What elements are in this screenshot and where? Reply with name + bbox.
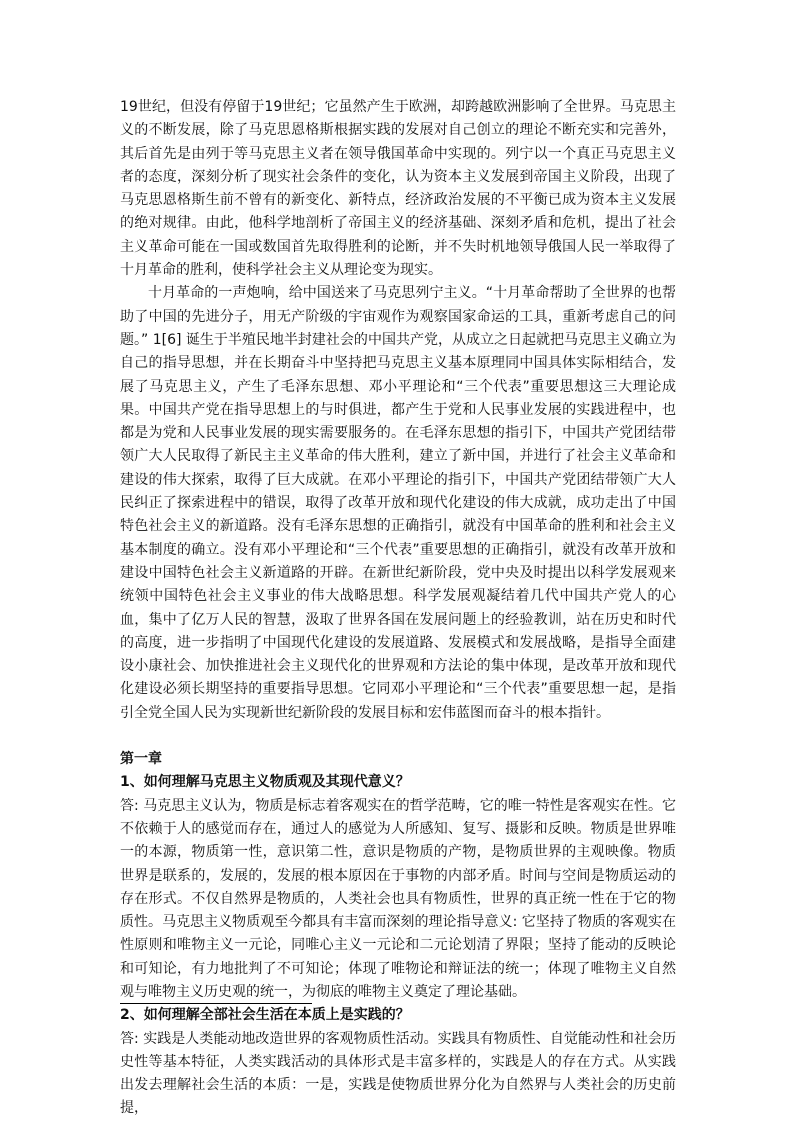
document-page [120, 96, 676, 1121]
question-2-heading: 2、如何理解全部社会生活在本质上是实践的？ [120, 1007, 410, 1024]
section-spacer [120, 725, 676, 748]
intro-paragraph-1: 19世纪，但没有停留于19世纪；它虽然产生于欧洲，却跨越欧洲影响了全世界。马克思主义的不断发展，除了马克思恩格斯根据实践的发展对自己创立的理论不断充实和完善外，其后首先是由列于等马克思主义者在领导俄国革命中实现的。列宁以一个真正马克思主义者的态度，深刻分析了现实社会条件的变化，认为资本主义发展到帝国主义阶段，出现了马克思恩格斯生前不曾有的新变化、新特点，经济政治发展的不平衡已成为资本主义发展的绝对规律。由此，他科学地剖析了帝国主义的经济基础、深刻矛盾和危机，提出了社会主义革命可能在一国或数国首先取得胜利的论断，并不失时机地领导俄国人民一举取得了十月革命的胜利，使科学社会主义从理论变为现实。 [120, 99, 676, 279]
chapter-title: 第一章 [120, 751, 162, 768]
intro-paragraph-2: 十月革命的一声炮响，给中国送来了马克思列宁主义。“十月革命帮助了全世界的也帮助了中国的先进分子，用无产阶级的宇宙观作为观察国家命运的工具，重新考虑自己的问题。” 1[6] 诞生于半殖民地半封建社会的中国共产党，从成立之日起就把马克思主义确立为自己的指导思想，并在长期奋斗中坚持把马克思主义基本原理同中国具体实际相结合，发展了马克思主义，产生了毛泽东思想、邓小平理论和“三个代表”重要思想这三大理论成果。中国共产党在指导思想上的与时俱进，都产生于党和人民事业发展的实践进程中，也都是为党和人民事业发展的现实需要服务的。在毛泽东思想的指引下，中国共产党团结带领广大人民取得了新民主主义革命的伟大胜利，建立了新中国，并进行了社会主义革命和建设的伟大探索，取得了巨大成就。在邓小平理论的指引下，中国共产党团结带领广大人民纠正了探索进程中的错误，取得了改革开放和现代化建设的伟大成就，成功走出了中国特色社会主义的新道路。没有毛泽东思想的正确指引，就没有中国革命的胜利和社会主义基本制度的确立。没有邓小平理论和“三个代表”重要思想的正确指引，就没有改革开放和建设中国特色社会主义新道路的开辟。在新世纪新阶段，党中央及时提出以科学发展观来统领中国特色社会主义事业的伟大战略思想。科学发展观凝结着几代中国共产党人的心血，集中了亿万人民的智慧，汲取了世界各国在发展问题上的经验教训，站在历史和时代的高度，进一步指明了中国现代化建设的发展道路、发展模式和发展战略，是指导全面建设小康社会、加快推进社会主义现代化的世界观和方法论的集中体现，是改革开放和现代化建设必须长期坚持的重要指导思想。它同邓小平理论和“三个代表”重要思想一起，是指引全党全国人民为实现新世纪新阶段的发展目标和宏伟蓝图而奋斗的根本指针。 [120, 285, 676, 721]
footnote-divider [120, 1003, 312, 1004]
answer-1-text: 答: 马克思主义认为，物质是标志着客观实在的哲学范畴，它的唯一特性是客观实在性。它不依赖于人的感觉而存在，通过人的感觉为人所感知、复写、摄影和反映。物质是世界唯一的本源，物质第一性，意识第二性，意识是物质的产物，是物质世界的主观映像。物质世界是联系的，发展的，发展的根本原因在于事物的内部矛盾。时间与空间是物质运动的存在形式。不仅自然界是物质的，人类社会也具有物质性，世界的真正统一性在于它的物质性。马克思主义物质观至今都具有丰富而深刻的理论指导意义: 它坚持了物质的客观实在性原则和唯物主义一元论，同唯心主义一元论和二元论划清了界限；坚持了能动的反映论和可知论，有力地批判了不可知论；体现了唯物论和辩证法的统一；体现了唯物主义自然观与唯物主义历史观的统一，为彻底的唯物主义奠定了理论基础。 [120, 797, 676, 1000]
answer-2-text: 答: 实践是人类能动地改造世界的客观物质性活动。实践具有物质性、自觉能动性和社会历史性等基本特征，人类实践活动的具体形式是丰富多样的，实践是人的存在方式。从实践出发去理解社会生活的本质：一是，实践是使物质世界分化为自然界与人类社会的历史前提， [120, 1030, 676, 1117]
question-1-heading: 1、如何理解马克思主义物质观及其现代意义？ [120, 774, 410, 791]
